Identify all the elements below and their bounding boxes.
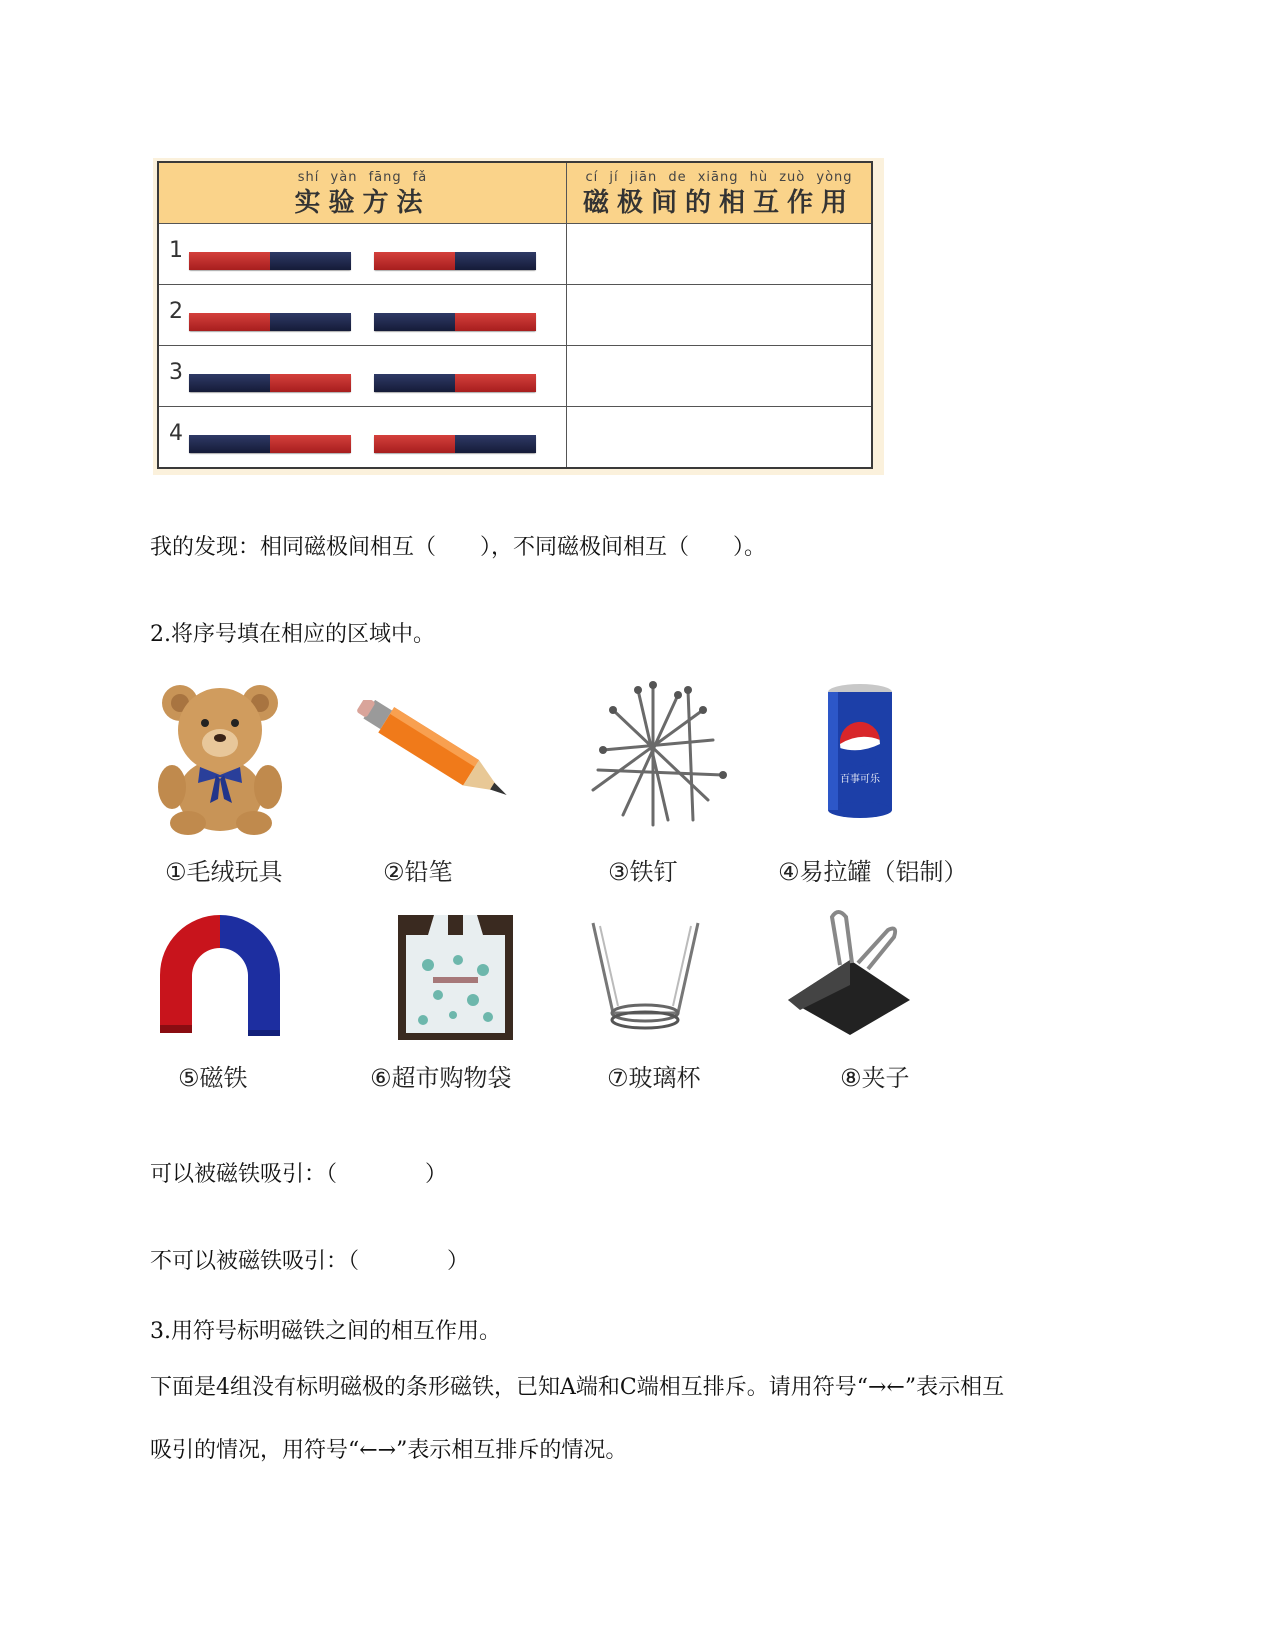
- svg-text:百事可乐: 百事可乐: [840, 774, 880, 785]
- bar-magnet: [189, 313, 351, 331]
- red-pole: [374, 435, 455, 453]
- item-label: ③铁钉: [608, 858, 678, 886]
- table-row: [158, 285, 872, 346]
- row-number: 1: [169, 238, 183, 263]
- table-row: [158, 224, 872, 285]
- result-cell[interactable]: [567, 346, 872, 407]
- result-cell[interactable]: [567, 224, 872, 285]
- soda-can-icon: [815, 682, 905, 822]
- blue-pole: [189, 435, 270, 453]
- question-3-description-continued: 吸引的情况，用符号“←→”表示相互排斥的情况。: [150, 1438, 628, 1463]
- row-number: 3: [169, 360, 183, 385]
- experiment-table: [153, 158, 884, 475]
- bar-magnet: [189, 374, 351, 392]
- shopping-bag-icon: [398, 915, 513, 1045]
- header-method-pinyin: shí yàn fāng fǎ: [297, 169, 428, 185]
- red-pole: [455, 374, 536, 392]
- header-result: [567, 162, 872, 224]
- blue-pole: [455, 435, 536, 453]
- header-method-text: 实验方法: [294, 187, 431, 218]
- question-3-title: 3.用符号标明磁铁之间的相互作用。: [150, 1319, 501, 1344]
- row-number: 4: [169, 421, 183, 446]
- red-pole: [455, 313, 536, 331]
- item-label: ⑦玻璃杯: [607, 1064, 701, 1092]
- table-row: [158, 407, 872, 469]
- header-result-pinyin: cí jí jiān de xiāng hù zuò yòng: [585, 169, 853, 185]
- blue-pole: [270, 313, 351, 331]
- table-row: [158, 346, 872, 407]
- pencil-icon: [345, 700, 525, 810]
- bar-magnet: [189, 252, 351, 270]
- item-label: ⑥超市购物袋: [370, 1064, 512, 1092]
- blue-pole: [189, 374, 270, 392]
- result-cell[interactable]: [567, 285, 872, 346]
- item-label: ①毛绒玩具: [165, 858, 283, 886]
- red-pole: [374, 252, 455, 270]
- bar-magnet: [374, 313, 536, 331]
- red-pole: [189, 313, 270, 331]
- red-pole: [270, 435, 351, 453]
- method-cell: [158, 224, 567, 285]
- question-2-title: 2.将序号填在相应的区域中。: [150, 622, 435, 647]
- blue-pole: [374, 374, 455, 392]
- blue-pole: [455, 252, 536, 270]
- attract-answer-line[interactable]: 可以被磁铁吸引：（ ）: [150, 1162, 448, 1187]
- row-number: 2: [169, 299, 183, 324]
- bar-magnet: [374, 252, 536, 270]
- method-cell: [158, 285, 567, 346]
- item-label: ②铅笔: [383, 858, 453, 886]
- item-label: ⑧夹子: [840, 1064, 910, 1092]
- item-label: ⑤磁铁: [178, 1064, 248, 1092]
- iron-nails-icon: [583, 680, 733, 830]
- method-cell: [158, 407, 567, 469]
- bar-magnet: [374, 435, 536, 453]
- bar-magnet: [374, 374, 536, 392]
- result-cell[interactable]: [567, 407, 872, 469]
- horseshoe-magnet-icon: [150, 910, 290, 1040]
- binder-clip-icon: [780, 905, 930, 1040]
- not-attract-answer-line[interactable]: 不可以被磁铁吸引：（ ）: [150, 1249, 470, 1274]
- bar-magnet: [189, 435, 351, 453]
- blue-pole: [374, 313, 455, 331]
- red-pole: [270, 374, 351, 392]
- finding-line: 我的发现：相同磁极间相互（ ），不同磁极间相互（ ）。: [150, 535, 767, 560]
- item-label: ④易拉罐（铝制）: [778, 858, 968, 886]
- question-3-description: 下面是4组没有标明磁极的条形磁铁，已知A端和C端相互排斥。请用符号“→←”表示相互: [150, 1375, 1005, 1400]
- red-pole: [189, 252, 270, 270]
- header-result-text: 磁极间的相互作用: [583, 187, 856, 218]
- header-method: [158, 162, 567, 224]
- teddy-bear-icon: [150, 675, 290, 835]
- glass-cup-icon: [588, 918, 703, 1033]
- blue-pole: [270, 252, 351, 270]
- method-cell: [158, 346, 567, 407]
